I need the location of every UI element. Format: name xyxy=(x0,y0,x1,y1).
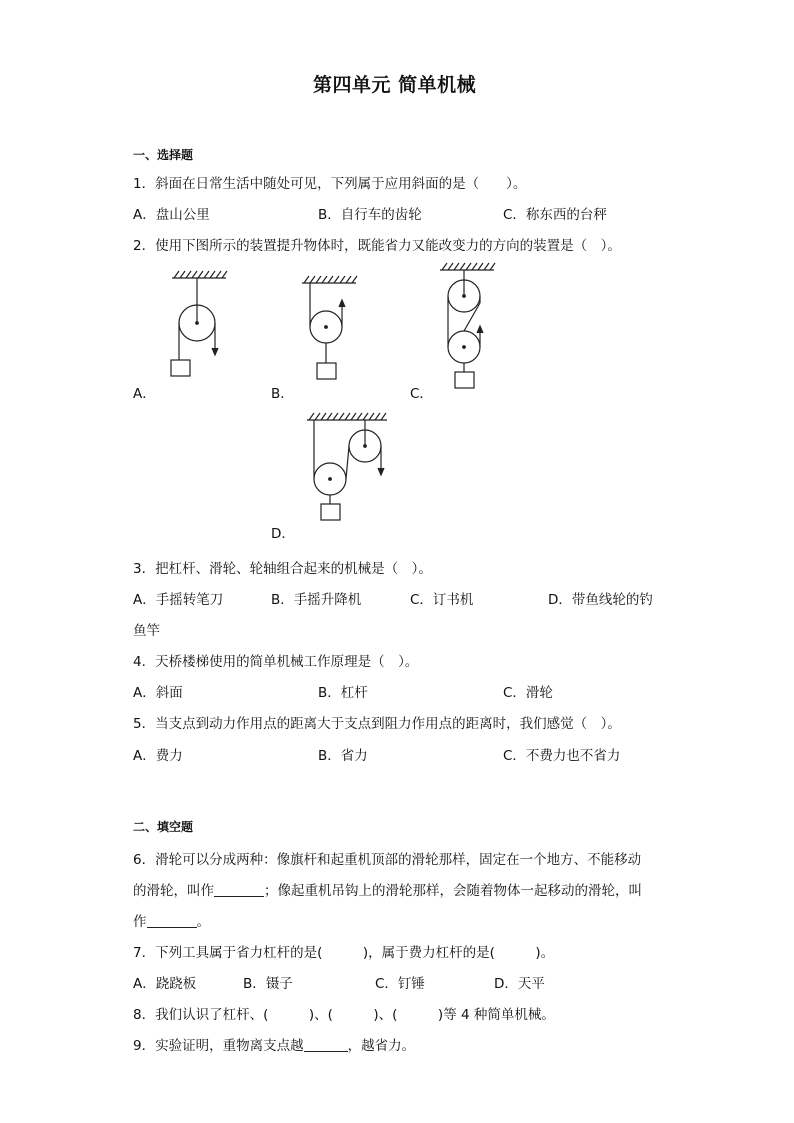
question-6-line-3 xyxy=(133,910,210,930)
q1-option-c[interactable]: C．称东西的台秤 xyxy=(503,207,607,223)
q4-option-b[interactable]: B．杠杆 xyxy=(318,685,368,701)
question-4: 4．天桥楼梯使用的简单机械工作原理是（ ）。 xyxy=(133,654,419,670)
q6-blank-2[interactable] xyxy=(147,913,197,928)
question-6-line-1: 6．滑轮可以分成两种：像旗杆和起重机顶部的滑轮那样，固定在一个地方、不能移动 xyxy=(133,852,642,868)
q3-option-d-wrap: 鱼竿 xyxy=(133,623,160,639)
question-7: 7．下列工具属于省力杠杆的是( )，属于费力杠杆的是( )。 xyxy=(133,945,555,961)
q2-option-d[interactable]: D． xyxy=(271,526,295,542)
q7-option-a[interactable]: A．跷跷板 xyxy=(133,976,197,992)
question-6-line-2 xyxy=(133,879,642,899)
q6-blank-1[interactable] xyxy=(214,882,264,897)
q6-text-b: ；像起重机吊钩上的滑轮那样，会随着物体一起移动的滑轮，叫 xyxy=(264,883,642,899)
section-heading-fill: 二、填空题 xyxy=(133,820,194,834)
q6-text-a: 的滑轮，叫作 xyxy=(133,883,214,899)
q5-option-a[interactable]: A．费力 xyxy=(133,748,183,764)
q5-option-c[interactable]: C．不费力也不省力 xyxy=(503,748,621,764)
q4-option-a[interactable]: A．斜面 xyxy=(133,685,183,701)
pulley-diagram-a xyxy=(160,268,240,383)
pulley-diagram-c xyxy=(436,262,506,392)
q3-option-a[interactable]: A．手摇转笔刀 xyxy=(133,592,224,608)
q1-option-b[interactable]: B．自行车的齿轮 xyxy=(318,207,422,223)
question-9 xyxy=(133,1034,415,1054)
q7-option-d[interactable]: D．天平 xyxy=(494,976,545,992)
question-3: 3．把杠杆、滑轮、轮轴组合起来的机械是（ ）。 xyxy=(133,561,432,577)
q6-text-c: 作 xyxy=(133,914,147,930)
pulley-diagram-b xyxy=(298,273,368,383)
q3-option-b[interactable]: B．手摇升降机 xyxy=(271,592,362,608)
q7-option-b[interactable]: B．镊子 xyxy=(243,976,293,992)
q3-option-d[interactable]: D．带鱼线轮的钓 xyxy=(548,592,653,608)
q6-text-d: 。 xyxy=(196,914,210,930)
section-heading-choice: 一、选择题 xyxy=(133,148,194,162)
q4-option-c[interactable]: C．滑轮 xyxy=(503,685,553,701)
q9-text-a: 9．实验证明，重物离支点越 xyxy=(133,1038,304,1054)
q2-option-a[interactable]: A． xyxy=(133,386,156,402)
q3-option-c[interactable]: C．订书机 xyxy=(410,592,474,608)
pulley-diagram-d xyxy=(303,412,393,524)
question-5: 5．当支点到动力作用点的距离大于支点到阻力作用点的距离时，我们感觉（ ）。 xyxy=(133,716,621,732)
page-title: 第四单元 简单机械 xyxy=(313,74,477,96)
q7-option-c[interactable]: C．钉锤 xyxy=(375,976,425,992)
q2-option-c[interactable]: C． xyxy=(410,386,433,402)
q2-option-b[interactable]: B． xyxy=(271,386,294,402)
q9-blank[interactable] xyxy=(304,1037,348,1052)
q5-option-b[interactable]: B．省力 xyxy=(318,748,368,764)
question-1: 1．斜面在日常生活中随处可见，下列属于应用斜面的是（ ）。 xyxy=(133,176,527,192)
question-2: 2．使用下图所示的装置提升物体时，既能省力又能改变力的方向的装置是（ ）。 xyxy=(133,238,621,254)
question-8: 8．我们认识了杠杆、( )、( )、( )等 4 种简单机械。 xyxy=(133,1007,555,1023)
q1-option-a[interactable]: A．盘山公里 xyxy=(133,207,210,223)
q9-text-b: ，越省力。 xyxy=(347,1038,416,1054)
